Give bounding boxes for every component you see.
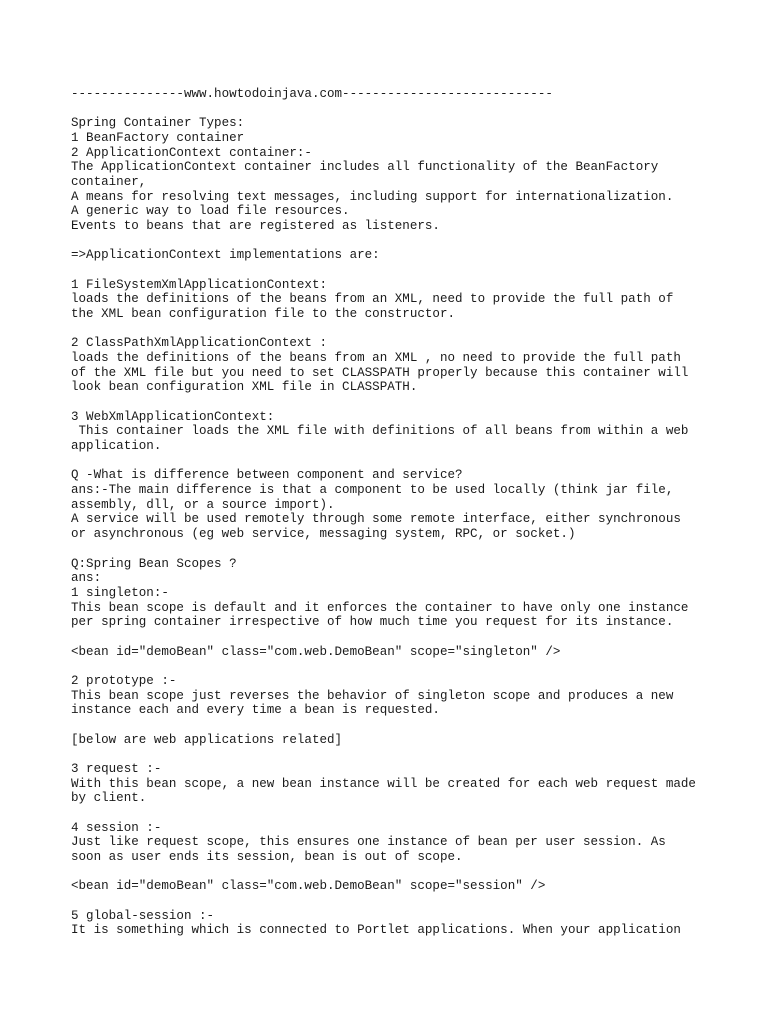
blank-line — [71, 263, 696, 278]
blank-line — [71, 630, 696, 645]
text-line: =>ApplicationContext implementations are: — [71, 248, 380, 263]
blank-line — [71, 718, 696, 733]
text-line: Spring Container Types: — [71, 116, 245, 131]
blank-line — [71, 894, 696, 909]
blank-line — [71, 806, 696, 821]
text-line: ---------------www.howtodoinjava.com---------------------------- — [71, 87, 553, 101]
text-line: This container loads the XML file with definitions of all beans from within a web — [71, 424, 689, 439]
text-line: [below are web applications related] — [71, 732, 343, 747]
text-line: <bean id="demoBean" class="com.web.DemoBean" scope="singleton" /> — [71, 644, 561, 659]
text-line: instance each and every time a bean is requested. — [71, 703, 440, 718]
text-line: 1 singleton:- — [71, 585, 169, 600]
text-line: This bean scope is default and it enforces the container to have only one instance — [71, 600, 689, 615]
text-line: 5 global-session :- — [71, 908, 215, 923]
text-line: Events to beans that are registered as listeners. — [71, 219, 440, 234]
blank-line — [71, 102, 696, 117]
text-line: container, — [71, 175, 147, 190]
blank-line — [71, 542, 696, 557]
text-line: A service will be used remotely through some remote interface, either synchronous — [71, 512, 681, 527]
blank-line — [71, 322, 696, 337]
blank-line — [71, 395, 696, 410]
text-line: The ApplicationContext container includes all functionality of the BeanFactory — [71, 160, 659, 175]
text-line: 1 FileSystemXmlApplicationContext: — [71, 277, 327, 292]
text-line: Q -What is difference between component and service? — [71, 468, 463, 483]
text-line: Q:Spring Bean Scopes ? — [71, 556, 237, 571]
text-line: 3 WebXmlApplicationContext: — [71, 409, 275, 424]
text-line: 1 BeanFactory container — [71, 131, 245, 146]
text-line: application. — [71, 439, 162, 454]
text-line: per spring container irrespective of how much time you request for its instance. — [71, 615, 674, 630]
text-line: soon as user ends its session, bean is out of scope. — [71, 849, 463, 864]
text-line: With this bean scope, a new bean instance will be created for each web request made — [71, 776, 696, 791]
text-line: assembly, dll, or a source import). — [71, 497, 335, 512]
text-line: It is something which is connected to Portlet applications. When your application — [71, 923, 681, 938]
text-line: ans: — [71, 571, 102, 586]
text-line: loads the definitions of the beans from an XML, need to provide the full path of — [71, 292, 674, 307]
text-line: 3 request :- — [71, 761, 162, 776]
text-line: by client. — [71, 791, 147, 806]
text-line: 2 ApplicationContext container:- — [71, 145, 312, 160]
blank-line — [71, 454, 696, 469]
text-line: 4 session :- — [71, 820, 162, 835]
text-line: look bean configuration XML file in CLASSPATH. — [71, 380, 418, 395]
text-line: ans:-The main difference is that a component to be used locally (think jar file, — [71, 483, 674, 498]
text-line: 2 ClassPathXmlApplicationContext : — [71, 336, 327, 351]
text-line: <bean id="demoBean" class="com.web.DemoBean" scope="session" /> — [71, 879, 546, 894]
text-line: or asynchronous (eg web service, messaging system, RPC, or socket.) — [71, 527, 576, 542]
text-line: loads the definitions of the beans from an XML , no need to provide the full path — [71, 351, 681, 366]
text-line: A means for resolving text messages, including support for internationalization. — [71, 189, 674, 204]
blank-line — [71, 659, 696, 674]
text-line: This bean scope just reverses the behavior of singleton scope and produces a new — [71, 688, 674, 703]
text-line: of the XML file but you need to set CLASSPATH properly because this container will — [71, 365, 689, 380]
text-line: the XML bean configuration file to the constructor. — [71, 307, 455, 322]
blank-line — [71, 747, 696, 762]
text-line: 2 prototype :- — [71, 673, 177, 688]
blank-line — [71, 865, 696, 880]
text-line: Just like request scope, this ensures one instance of bean per user session. As — [71, 835, 666, 850]
text-line: A generic way to load file resources. — [71, 204, 350, 219]
document-text — [71, 87, 696, 938]
blank-line — [71, 234, 696, 249]
